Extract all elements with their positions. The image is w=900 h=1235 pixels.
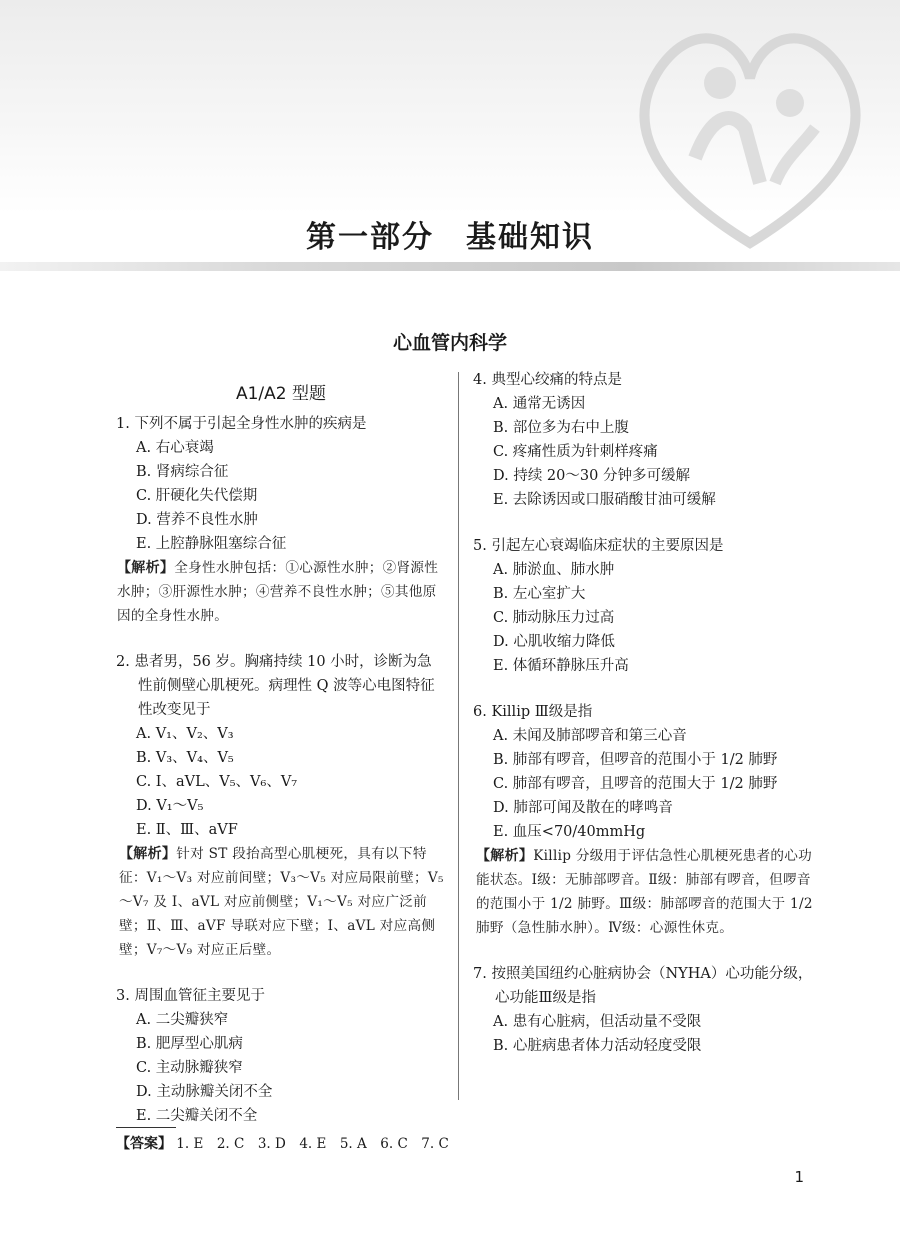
question-stem: 5. 引起左心衰竭临床症状的主要原因是 <box>473 538 724 554</box>
question-stem: 4. 典型心绞痛的特点是 <box>473 372 622 388</box>
explanation-text: 针对 ST 段抬高型心肌梗死，具有以下特征：V₁～V₃ 对应前间壁；V₃～V₅ 对应局限前壁；V₅～V₇ 及 Ⅰ、aVL 对应前侧壁；V₁～V₅ 对应广泛前壁；Ⅱ、Ⅲ、aVF 导联对应下壁；Ⅰ、aVL 对应高侧壁；V₇～V₉ 对应正后壁。 <box>119 846 444 958</box>
option: A. 未闻及肺部啰音和第三心音 <box>493 728 687 744</box>
part-title: 第一部分 基础知识 <box>306 220 594 255</box>
answers-label: 【答案】 <box>116 1136 172 1152</box>
column-divider <box>458 372 459 1100</box>
answers-rule <box>116 1127 176 1128</box>
explanation-text: Killip 分级用于评估急性心肌梗死患者的心功能状态。Ⅰ级：无肺部啰音。Ⅱ级：肺部有啰音，但啰音的范围小于 1/2 肺野。Ⅲ级：肺部啰音的范围大于 1/2 肺野（急性肺水肿）。Ⅳ级：心源性休克。 <box>476 848 813 936</box>
question-stem: 3. 周围血管征主要见于 <box>116 988 265 1004</box>
question-4 <box>473 368 813 512</box>
question-1 <box>116 412 446 628</box>
option: C. 疼痛性质为针刺样疼痛 <box>493 444 658 460</box>
answers-text: 1. E 2. C 3. D 4. E 5. A 6. C 7. C <box>176 1136 449 1152</box>
option: C. 肺动脉压力过高 <box>493 610 615 626</box>
option: A. 右心衰竭 <box>136 440 214 456</box>
option: B. 肾病综合征 <box>136 464 229 480</box>
option: B. 肥厚型心肌病 <box>136 1036 243 1052</box>
option: B. 肺部有啰音，但啰音的范围小于 1/2 肺野 <box>493 752 778 768</box>
option: C. 肺部有啰音，且啰音的范围大于 1/2 肺野 <box>493 776 778 792</box>
question-type-title: A1/A2 型题 <box>235 384 327 404</box>
option: D. 持续 20～30 分钟多可缓解 <box>493 468 690 484</box>
page-number: 1 <box>794 1168 804 1186</box>
explanation-label: 【解析】 <box>119 846 177 862</box>
question-stem: 6. Killip Ⅲ级是指 <box>473 704 593 720</box>
question-stem: 1. 下列不属于引起全身性水肿的疾病是 <box>116 416 367 432</box>
question-stem: 2. 患者男，56 岁。胸痛持续 10 小时，诊断为急性前侧壁心肌梗死。病理性 Q 波等心电图特征性改变见于 <box>116 654 435 718</box>
option: B. 部位多为右中上腹 <box>493 420 629 436</box>
option: E. 二尖瓣关闭不全 <box>136 1108 258 1124</box>
option: E. Ⅱ、Ⅲ、aVF <box>136 822 238 838</box>
question-stem: 7. 按照美国纽约心脏病协会（NYHA）心功能分级，心功能Ⅲ级是指 <box>473 966 813 1006</box>
right-column <box>473 368 813 1080</box>
header-rule <box>0 262 900 271</box>
question-6 <box>473 700 813 940</box>
explanation-text: 全身性水肿包括：①心源性水肿；②肾源性水肿；③肝源性水肿；④营养不良性水肿；⑤其他原因的全身性水肿。 <box>117 560 439 624</box>
option: D. 营养不良性水肿 <box>136 512 258 528</box>
option: E. 血压<70/40mmHg <box>493 824 646 840</box>
answer-key <box>116 1134 449 1154</box>
explanation <box>98 556 446 628</box>
question-5 <box>473 534 813 678</box>
explanation-label: 【解析】 <box>476 848 534 864</box>
left-column <box>116 380 449 1152</box>
section-title: 心血管内科学 <box>392 332 507 354</box>
option: A. 二尖瓣狭窄 <box>136 1012 229 1028</box>
option: B. 左心室扩大 <box>493 586 586 602</box>
explanation <box>116 842 446 962</box>
question-7 <box>473 962 813 1058</box>
option: D. V₁～V₅ <box>136 798 204 814</box>
question-2 <box>116 650 446 962</box>
explanation <box>473 844 813 940</box>
explanation-label: 【解析】 <box>117 560 175 576</box>
option: A. 通常无诱因 <box>493 396 586 412</box>
option: B. V₃、V₄、V₅ <box>136 750 234 766</box>
option: D. 主动脉瓣关闭不全 <box>136 1084 273 1100</box>
option: B. 心脏病患者体力活动轻度受限 <box>493 1038 702 1054</box>
option: E. 体循环静脉压升高 <box>493 658 629 674</box>
option: A. 肺淤血、肺水肿 <box>493 562 615 578</box>
option: C. 主动脉瓣狭窄 <box>136 1060 243 1076</box>
option: A. 患有心脏病，但活动量不受限 <box>493 1014 702 1030</box>
option: C. Ⅰ、aVL、V₅、V₆、V₇ <box>136 774 298 790</box>
option: D. 肺部可闻及散在的哮鸣音 <box>493 800 673 816</box>
option: A. V₁、V₂、V₃ <box>136 726 234 742</box>
option: E. 去除诱因或口服硝酸甘油可缓解 <box>493 492 716 508</box>
option: C. 肝硬化失代偿期 <box>136 488 258 504</box>
option: D. 心肌收缩力降低 <box>493 634 615 650</box>
option: E. 上腔静脉阻塞综合征 <box>136 536 287 552</box>
question-3 <box>116 984 446 1128</box>
